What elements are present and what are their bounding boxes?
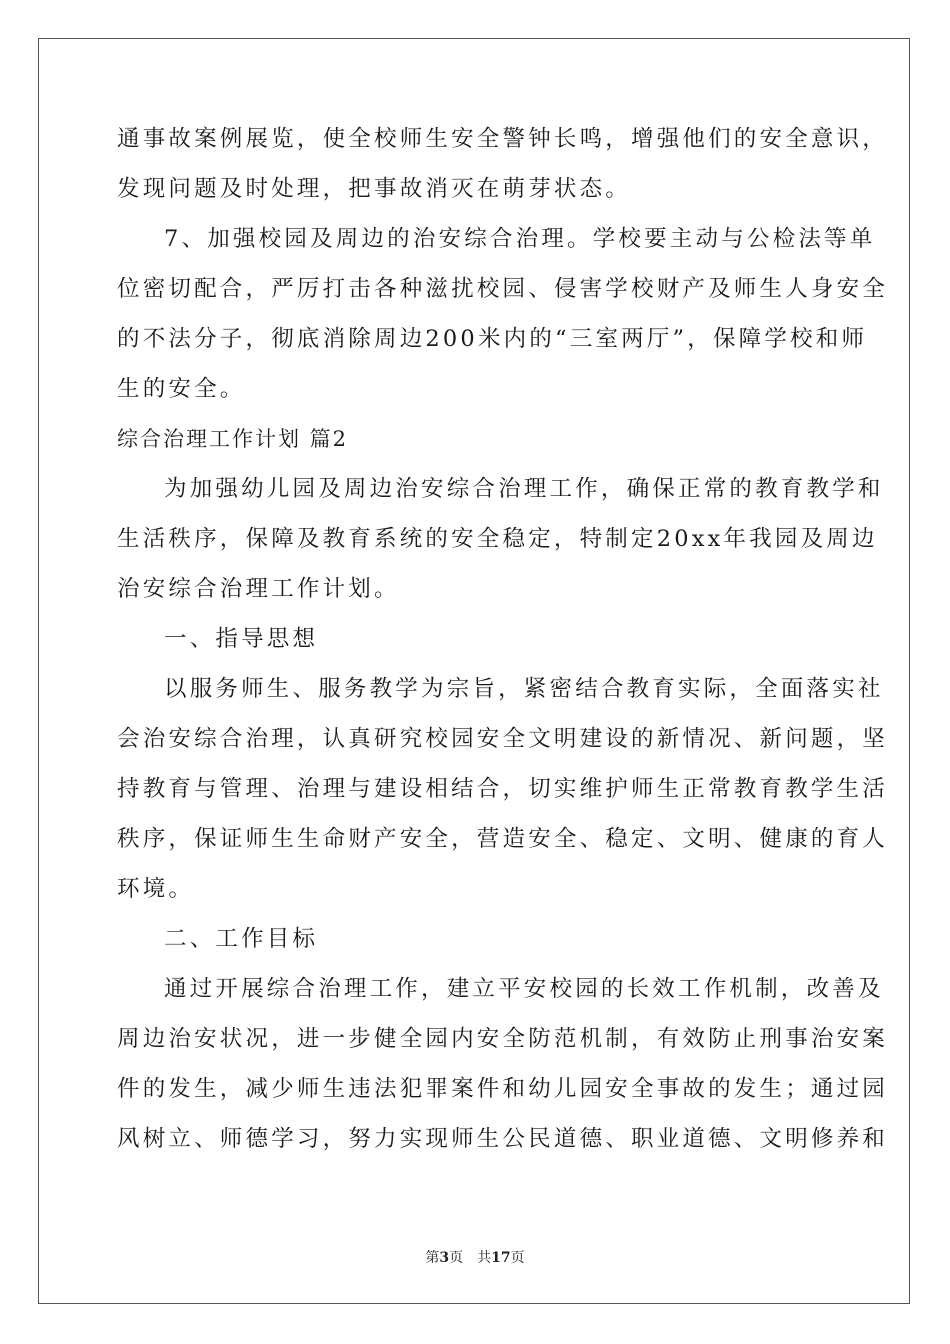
total-prefix: 共: [477, 1250, 492, 1266]
subsection-heading: 一、指导思想: [164, 626, 319, 652]
body-line: 的不法分子，彻底消除周边200米内的“三室两厅”，保障学校和师: [117, 326, 868, 352]
page-prefix: 第: [425, 1250, 440, 1266]
body-line: 通过开展综合治理工作，建立平安校园的长效工作机制，改善及: [164, 976, 884, 1002]
body-line: 件的发生，减少师生违法犯罪案件和幼儿园安全事故的发生；通过园: [117, 1076, 889, 1102]
body-line: 周边治安状况，进一步健全园内安全防范机制，有效防止刑事治安案: [117, 1026, 889, 1052]
page-footer: [0, 1247, 950, 1267]
body-line: 会治安综合治理，认真研究校园安全文明建设的新情况、新问题，坚: [117, 726, 889, 752]
subsection-heading: 二、工作目标: [164, 926, 319, 952]
page-suffix: 页: [449, 1250, 464, 1266]
body-line: 持教育与管理、治理与建设相结合，切实维护师生正常教育教学生活: [117, 776, 889, 802]
body-line: 生活秩序，保障及教育系统的安全稳定，特制定20xx年我园及周边: [117, 526, 878, 552]
body-line: 位密切配合，严厉打击各种滋扰校园、侵害学校财产及师生人身安全: [117, 276, 889, 302]
body-line: 为加强幼儿园及周边治安综合治理工作，确保正常的教育教学和: [164, 476, 884, 502]
body-line: 生的安全。: [117, 376, 246, 402]
body-line: 环境。: [117, 876, 195, 902]
section-heading: 综合治理工作计划 篇2: [117, 427, 349, 451]
body-line: 7、加强校园及周边的治安综合治理。学校要主动与公检法等单: [164, 226, 876, 252]
page-number: 3: [439, 1250, 450, 1266]
total-suffix: 页: [510, 1250, 525, 1266]
body-line: 风树立、师德学习，努力实现师生公民道德、职业道德、文明修养和: [117, 1126, 889, 1152]
body-line: 治安综合治理工作计划。: [117, 576, 400, 602]
body-line: 发现问题及时处理，把事故消灭在萌芽状态。: [117, 176, 632, 202]
body-line: 秩序，保证师生生命财产安全，营造安全、稳定、文明、健康的育人: [117, 826, 889, 852]
body-line: 通事故案例展览，使全校师生安全警钟长鸣，增强他们的安全意识，: [117, 126, 889, 152]
total-pages: 17: [491, 1250, 511, 1266]
body-line: 以服务师生、服务教学为宗旨，紧密结合教育实际，全面落实社: [164, 676, 884, 702]
